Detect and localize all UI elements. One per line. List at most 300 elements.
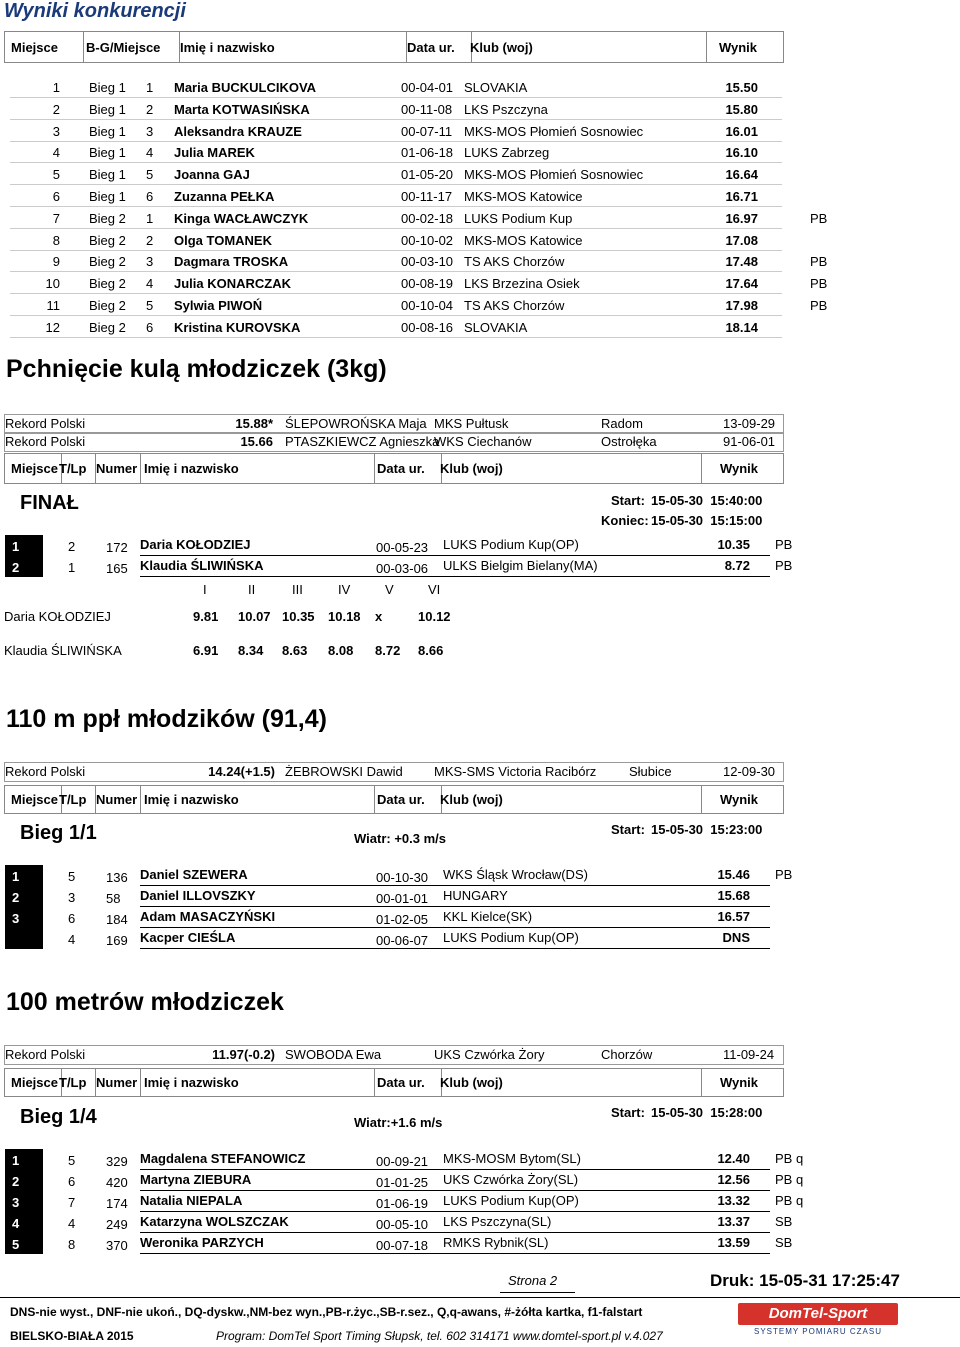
place: 4 — [52, 145, 60, 161]
bib: 165 — [106, 561, 128, 576]
heat: Bieg 2 — [89, 319, 126, 335]
header-dob: Data ur. — [369, 1069, 442, 1096]
lane: 3 — [68, 890, 76, 905]
lane: 1 — [68, 560, 76, 575]
header-name: Imię i nazwisko — [138, 1069, 375, 1096]
record-place: Ostrołęka — [601, 434, 657, 449]
bib: 329 — [106, 1154, 128, 1169]
athlete-name: Weronika PARZYCH — [140, 1235, 264, 1250]
sprint-title: 100 metrów młodziczek — [6, 988, 284, 1016]
record-value: 11.97(-0.2) — [212, 1047, 275, 1062]
top-table-header — [4, 31, 784, 63]
record-date: 13-09-29 — [723, 416, 776, 431]
bib: 184 — [106, 912, 128, 927]
lane: 6 — [68, 911, 76, 926]
header-lane: T/Lp — [56, 1069, 96, 1096]
header-result: Wynik — [719, 1075, 759, 1090]
athlete-name: Zuzanna PEŁKA — [174, 189, 275, 204]
header-name: Imię i nazwisko — [138, 786, 375, 813]
place: 12 — [45, 319, 60, 335]
result: 16.71 — [725, 189, 758, 204]
record-holder: SWOBODA Ewa — [285, 1047, 382, 1062]
attempt-header: II — [248, 582, 256, 597]
record-holder: ŚLEPOWROŃSKA Maja — [285, 416, 427, 431]
note: PB — [810, 298, 828, 313]
shot-end: 15-05-30 15:15:00 — [651, 513, 763, 528]
birth-date: 00-08-16 — [401, 319, 454, 335]
attempt-value: 10.18 — [328, 609, 361, 624]
club: TS AKS Chorzów — [464, 254, 565, 270]
row-divider — [140, 576, 770, 577]
athlete-name: Adam MASACZYŃSKI — [140, 909, 276, 924]
table-row — [0, 77, 960, 98]
result: 16.57 — [717, 909, 750, 924]
birth-date: 00-03-06 — [376, 561, 429, 576]
table-row — [0, 273, 960, 294]
logo-text: DomTel-Sport — [768, 1305, 868, 1322]
heat-place: 2 — [146, 101, 154, 117]
result: 16.97 — [725, 210, 758, 226]
place: 2 — [12, 890, 20, 905]
attempt-value: 8.08 — [328, 643, 354, 658]
record-label: Rekord Polski — [5, 1047, 86, 1062]
lane: 6 — [68, 1174, 76, 1189]
heat-place: 5 — [146, 298, 154, 313]
header-place: Miejsce — [5, 1069, 62, 1096]
note: PB q — [775, 1172, 804, 1187]
place: 4 — [12, 1216, 20, 1231]
national-record — [4, 762, 784, 782]
hurdles-title: 110 m ppł młodzików (91,4) — [6, 705, 327, 733]
birth-date: 00-11-08 — [401, 101, 453, 117]
row-divider — [140, 555, 770, 556]
record-date: 11-09-24 — [723, 1047, 775, 1062]
shot-end-label: Koniec: — [601, 513, 649, 528]
athlete-name: Daniel SZEWERA — [140, 867, 248, 882]
club: LUKS Podium Kup(OP) — [443, 1193, 579, 1208]
birth-date: 01-06-18 — [401, 145, 454, 161]
header-place: Miejsce — [5, 454, 62, 483]
attempt-value: 9.81 — [193, 609, 219, 624]
hurdles-start-label: Start: — [611, 822, 645, 837]
place: 2 — [12, 560, 20, 575]
heat: Bieg 1 — [89, 101, 126, 117]
header-club: Klub (woj) — [434, 1069, 702, 1096]
sprint-wind: Wiatr:+1.6 m/s — [354, 1115, 443, 1130]
club: LUKS Zabrzeg — [464, 145, 550, 161]
result: 15.80 — [725, 101, 758, 117]
hurdles-wind: Wiatr: +0.3 m/s — [354, 831, 447, 846]
birth-date: 00-10-04 — [401, 298, 454, 313]
club: SLOVAKIA — [464, 319, 528, 335]
col-name: Imię i nazwisko — [172, 32, 407, 62]
result: 12.56 — [717, 1172, 750, 1187]
birth-date: 00-05-23 — [376, 540, 429, 555]
place: 9 — [52, 254, 60, 270]
result: 15.50 — [725, 80, 758, 95]
row-divider — [140, 1232, 770, 1233]
heat: Bieg 2 — [89, 276, 126, 292]
athlete-name: Daniel ILLOVSZKY — [140, 888, 256, 903]
bib: 370 — [106, 1238, 128, 1253]
birth-date: 00-10-30 — [376, 870, 429, 885]
athlete-name: Julia MAREK — [174, 145, 255, 161]
lane: 7 — [68, 1195, 76, 1210]
header-bib: Numer — [93, 786, 141, 813]
header-name: Imię i nazwisko — [138, 454, 375, 483]
table-row — [0, 230, 960, 251]
athlete-name: Magdalena STEFANOWICZ — [140, 1151, 306, 1166]
birth-date: 00-01-01 — [376, 891, 429, 906]
birth-date: 00-09-21 — [376, 1154, 429, 1169]
athlete-name: Maria BUCKULCIKOVA — [174, 80, 317, 95]
place: 5 — [52, 167, 60, 183]
result: 15.46 — [717, 867, 750, 882]
header-place: Miejsce — [5, 786, 62, 813]
note: PB — [775, 867, 793, 882]
heat: Bieg 1 — [89, 80, 126, 95]
header-result: Wynik — [719, 792, 759, 807]
attempt-value: 8.72 — [375, 643, 401, 658]
program-info: Program: DomTel Sport Timing Słupsk, tel. 602 314171 www.domtel-sport.pl v.4.027 — [216, 1329, 663, 1343]
place: 1 — [12, 869, 20, 884]
record-label: Rekord Polski — [5, 764, 86, 779]
attempt-value: 10.12 — [418, 609, 451, 624]
club: MKS-MOS Katowice — [464, 189, 583, 204]
place: 1 — [12, 539, 20, 554]
result: 13.32 — [717, 1193, 750, 1208]
table-row — [0, 142, 960, 163]
birth-date: 00-11-17 — [401, 189, 453, 204]
athlete-name: Olga TOMANEK — [174, 232, 272, 248]
col-heat-place: B-G/Miejsce — [78, 32, 180, 62]
shot-heat: FINAŁ — [20, 492, 79, 514]
result: 13.37 — [717, 1214, 750, 1229]
heat-place: 3 — [146, 123, 154, 139]
club: MKS-MOS Płomień Sosnowiec — [464, 167, 644, 183]
domtel-logo — [738, 1303, 898, 1339]
place: 2 — [12, 1174, 20, 1189]
result: 16.64 — [725, 167, 758, 183]
athlete-name: Kristina KUROVSKA — [174, 319, 301, 335]
shot-header — [4, 453, 784, 484]
club: SLOVAKIA — [464, 80, 528, 95]
record-club: WKS Ciechanów — [434, 434, 532, 449]
bib: 249 — [106, 1217, 128, 1232]
heat-place: 5 — [146, 167, 154, 183]
col-dob: Data ur. — [399, 32, 472, 62]
place: 11 — [46, 298, 60, 313]
heat-place: 6 — [146, 319, 154, 335]
club: KKL Kielce(SK) — [443, 909, 533, 924]
lane: 2 — [68, 539, 76, 554]
athlete-name: Natalia NIEPALA — [140, 1193, 243, 1208]
record-value: 15.66 — [240, 434, 273, 449]
heat: Bieg 1 — [89, 123, 126, 139]
row-divider — [140, 885, 770, 886]
result: 12.40 — [717, 1151, 750, 1166]
national-record — [4, 414, 784, 434]
place: 2 — [52, 101, 60, 117]
col-place: Miejsce — [5, 32, 84, 62]
table-row — [0, 295, 960, 316]
note: PB — [775, 537, 793, 552]
attempt-value: x — [375, 609, 383, 624]
header-club: Klub (woj) — [434, 786, 702, 813]
heat: Bieg 1 — [89, 167, 126, 183]
bib: 174 — [106, 1196, 128, 1211]
birth-date: 00-08-19 — [401, 276, 454, 292]
result: 18.14 — [725, 319, 758, 335]
header-lane: T/Lp — [56, 786, 96, 813]
note: PB — [775, 558, 793, 573]
result: DNS — [722, 930, 750, 945]
club: HUNGARY — [443, 888, 508, 903]
attempt-value: 10.07 — [238, 609, 271, 624]
attempt-header: III — [292, 582, 303, 597]
heat-place: 4 — [146, 145, 154, 161]
result: 16.10 — [725, 145, 758, 161]
athlete-name: Katarzyna WOLSZCZAK — [140, 1214, 289, 1229]
athlete-name: Daria KOŁODZIEJ — [140, 537, 251, 552]
row-divider — [140, 1211, 770, 1212]
table-row — [0, 164, 960, 185]
birth-date: 01-02-05 — [376, 912, 429, 927]
place: 1 — [12, 1153, 20, 1168]
place: 3 — [52, 123, 60, 139]
heat-place: 2 — [146, 232, 154, 248]
club: LKS Pszczyna(SL) — [443, 1214, 552, 1229]
heat-place: 3 — [146, 254, 154, 270]
table-row — [0, 99, 960, 120]
place: 10 — [45, 276, 60, 292]
club: UKS Czwórka Żory(SL) — [443, 1172, 579, 1187]
place: 5 — [12, 1237, 20, 1252]
shot-start-label: Start: — [611, 493, 645, 508]
record-holder: PTASZKIEWCZ Agnieszka — [285, 434, 440, 449]
page-number: Strona 2 — [508, 1273, 558, 1288]
club: LKS Brzezina Osiek — [464, 276, 580, 292]
hurdles-start: 15-05-30 15:23:00 — [651, 822, 763, 837]
heat-place: 1 — [146, 210, 154, 226]
heat: Bieg 1 — [89, 145, 126, 161]
attempt-value: 6.91 — [193, 643, 219, 658]
row-divider — [10, 337, 782, 338]
result: 10.35 — [717, 537, 750, 552]
bib: 136 — [106, 870, 128, 885]
birth-date: 01-06-19 — [376, 1196, 429, 1211]
bib: 169 — [106, 933, 128, 948]
club: MKS-MOS Katowice — [464, 232, 583, 248]
sprint-start-label: Start: — [611, 1105, 645, 1120]
club: TS AKS Chorzów — [464, 298, 565, 313]
birth-date: 00-02-18 — [401, 210, 454, 226]
note: PB q — [775, 1193, 804, 1208]
attempt-header: V — [385, 582, 394, 597]
print-timestamp: Druk: 15-05-31 17:25:47 — [710, 1271, 900, 1290]
lane: 5 — [68, 869, 76, 884]
club: LKS Pszczyna — [464, 101, 548, 117]
col-club: Klub (woj) — [464, 32, 707, 62]
sprint-header — [4, 1068, 784, 1097]
record-date: 91-06-01 — [723, 434, 776, 449]
club: RMKS Rybnik(SL) — [443, 1235, 549, 1250]
birth-date: 00-04-01 — [401, 80, 454, 95]
note: PB — [810, 254, 828, 270]
attempt-value: 8.34 — [238, 643, 264, 658]
record-place: Chorzów — [601, 1047, 653, 1062]
table-row — [0, 208, 960, 229]
heat: Bieg 2 — [89, 210, 126, 226]
heat-place: 4 — [146, 276, 154, 292]
heat: Bieg 2 — [89, 254, 126, 270]
result: 15.68 — [717, 888, 750, 903]
athlete-name: Sylwia PIWOŃ — [174, 298, 263, 313]
record-value: 14.24(+1.5) — [208, 764, 275, 779]
header-dob: Data ur. — [369, 786, 442, 813]
header-bib: Numer — [93, 454, 141, 483]
header-lane: T/Lp — [56, 454, 96, 483]
record-place: Słubice — [629, 764, 672, 779]
birth-date: 00-07-18 — [376, 1238, 429, 1253]
row-divider — [140, 1169, 770, 1170]
birth-date: 00-05-10 — [376, 1217, 429, 1232]
record-holder: ŻEBROWSKI Dawid — [285, 764, 403, 779]
record-club: MKS-SMS Victoria Racibórz — [434, 764, 597, 779]
club: MKS-MOSM Bytom(SL) — [443, 1151, 581, 1166]
sprint-heat: Bieg 1/4 — [20, 1106, 97, 1128]
col-result: Wynik — [718, 39, 758, 55]
result: 8.72 — [724, 558, 750, 573]
attempt-athlete: Klaudia ŚLIWIŃSKA — [4, 643, 122, 658]
club: ULKS Bielgim Bielany(MA) — [443, 558, 598, 573]
athlete-name: Joanna GAJ — [174, 167, 250, 183]
lane: 4 — [68, 932, 76, 947]
club: MKS-MOS Płomień Sosnowiec — [464, 123, 644, 139]
shot-start: 15-05-30 15:40:00 — [651, 493, 763, 508]
note: PB — [810, 210, 828, 226]
row-divider — [140, 948, 770, 949]
place: 1 — [52, 80, 60, 95]
attempt-header: VI — [428, 582, 441, 597]
attempt-athlete: Daria KOŁODZIEJ — [4, 609, 111, 624]
club: LUKS Podium Kup(OP) — [443, 930, 579, 945]
sprint-start: 15-05-30 15:28:00 — [651, 1105, 763, 1120]
hurdles-heat: Bieg 1/1 — [20, 822, 97, 844]
athlete-name: Kacper CIEŚLA — [140, 930, 236, 945]
heat: Bieg 2 — [89, 232, 126, 248]
shot-title: Pchnięcie kulą młodziczek (3kg) — [6, 355, 387, 383]
heat: Bieg 1 — [89, 189, 126, 204]
place: 3 — [12, 911, 20, 926]
club: LUKS Podium Kup — [464, 210, 573, 226]
national-record — [4, 1045, 784, 1065]
place: 7 — [52, 210, 60, 226]
heat: Bieg 2 — [89, 298, 126, 313]
record-label: Rekord Polski — [5, 434, 86, 449]
birth-date: 01-01-25 — [376, 1175, 429, 1190]
attempt-value: 8.66 — [418, 643, 444, 658]
athlete-name: Kinga WACŁAWCZYK — [174, 210, 309, 226]
birth-date: 00-10-02 — [401, 232, 454, 248]
header-result: Wynik — [719, 461, 759, 476]
record-place: Radom — [601, 416, 643, 431]
birth-date: 00-07-11 — [401, 123, 453, 139]
result: 16.01 — [725, 123, 758, 139]
national-record — [4, 432, 784, 452]
record-value: 15.88* — [235, 416, 273, 431]
result: 17.98 — [725, 298, 758, 313]
lane: 4 — [68, 1216, 76, 1231]
note: PB q — [775, 1151, 804, 1166]
venue: BIELSKO-BIAŁA 2015 — [10, 1329, 134, 1343]
place: 8 — [52, 232, 60, 248]
athlete-name: Julia KONARCZAK — [174, 276, 292, 292]
record-club: MKS Pułtusk — [434, 416, 509, 431]
lane: 8 — [68, 1237, 76, 1252]
attempt-value: 10.35 — [282, 609, 315, 624]
athlete-name: Marta KOTWASIŃSKA — [174, 101, 310, 117]
attempt-header: I — [203, 582, 207, 597]
athlete-name: Klaudia ŚLIWIŃSKA — [140, 558, 264, 573]
club: LUKS Podium Kup(OP) — [443, 537, 579, 552]
birth-date: 00-06-07 — [376, 933, 429, 948]
record-date: 12-09-30 — [723, 764, 776, 779]
row-divider — [140, 927, 770, 928]
bib: 420 — [106, 1175, 128, 1190]
heat-place: 6 — [146, 189, 154, 204]
birth-date: 01-05-20 — [401, 167, 454, 183]
result: 17.08 — [725, 232, 758, 248]
page-title: Wyniki konkurencji — [4, 0, 186, 22]
birth-date: 00-03-10 — [401, 254, 454, 270]
attempt-value: 8.63 — [282, 643, 308, 658]
note: PB — [810, 276, 828, 292]
row-divider — [140, 1190, 770, 1191]
result: 17.48 — [725, 254, 758, 270]
row-divider — [140, 1253, 770, 1254]
hurdles-header — [4, 785, 784, 814]
attempt-header: IV — [338, 582, 351, 597]
note: SB — [775, 1235, 793, 1250]
athlete-name: Aleksandra KRAUZE — [174, 123, 302, 139]
athlete-name: Dagmara TROSKA — [174, 254, 289, 270]
table-row — [0, 186, 960, 207]
result: 17.64 — [725, 276, 758, 292]
club: WKS Śląsk Wrocław(DS) — [443, 867, 588, 882]
table-row — [0, 121, 960, 142]
place: 3 — [12, 1195, 20, 1210]
legend: DNS-nie wyst., DNF-nie ukoń., DQ-dyskw.,NM-bez wyn.,PB-r.życ.,SB-r.sez., Q,q-awans, #-żółta kartka, f1-falstart — [10, 1305, 643, 1319]
note: SB — [775, 1214, 793, 1229]
heat-place: 1 — [146, 80, 154, 95]
table-row — [0, 317, 960, 338]
row-divider — [140, 906, 770, 907]
header-dob: Data ur. — [369, 454, 442, 483]
bib: 172 — [106, 540, 128, 555]
place: 6 — [52, 189, 60, 204]
bib: 58 — [106, 891, 121, 906]
table-row — [0, 251, 960, 272]
logo-subtext: SYSTEMY POMIARU CZASU — [754, 1327, 882, 1336]
lane: 5 — [68, 1153, 76, 1168]
header-club: Klub (woj) — [434, 454, 702, 483]
result: 13.59 — [717, 1235, 750, 1250]
record-club: UKS Czwórka Żory — [434, 1047, 545, 1062]
record-label: Rekord Polski — [5, 416, 86, 431]
header-bib: Numer — [93, 1069, 141, 1096]
athlete-name: Martyna ZIEBURA — [140, 1172, 252, 1187]
